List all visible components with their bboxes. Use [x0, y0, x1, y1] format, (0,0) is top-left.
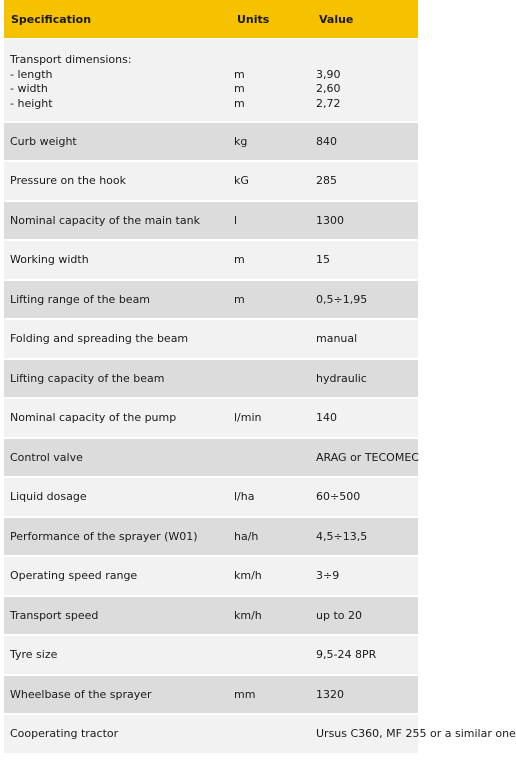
table-row: [4, 635, 418, 675]
value-cell: 1320: [312, 675, 418, 715]
value-cell: 4,5÷13,5: [312, 517, 418, 557]
transport-height-value: 2,72: [316, 96, 341, 110]
spec-cell: Operating speed range: [4, 556, 230, 596]
transport-length-label: - length: [10, 67, 53, 81]
unit-cell: mm: [230, 675, 312, 715]
unit-cell: l/min: [230, 398, 312, 438]
table-row: [4, 517, 418, 557]
table-row: [4, 319, 418, 359]
transport-spec-cell: [4, 39, 230, 122]
unit-cell: km/h: [230, 596, 312, 636]
unit-cell: m: [230, 280, 312, 320]
transport-width-value: 2,60: [316, 82, 341, 96]
value-cell: Ursus C360, MF 255 or a similar one: [312, 714, 418, 754]
spec-cell: Nominal capacity of the main tank: [4, 201, 230, 241]
table-header-row: [4, 0, 418, 39]
spec-cell: Transport speed: [4, 596, 230, 636]
value-cell: up to 20: [312, 596, 418, 636]
unit-cell: [230, 359, 312, 399]
spec-cell: Pressure on the hook: [4, 161, 230, 201]
value-cell: 9,5-24 8PR: [312, 635, 418, 675]
transport-length-unit: m: [234, 67, 245, 81]
spec-cell: Tyre size: [4, 635, 230, 675]
unit-cell: kg: [230, 122, 312, 162]
transport-length-value: 3,90: [316, 67, 341, 81]
value-cell: 140: [312, 398, 418, 438]
transport-height-unit: m: [234, 96, 245, 110]
spec-table-container: [4, 0, 516, 755]
spec-cell: Control valve: [4, 438, 230, 478]
table-row: [4, 280, 418, 320]
spec-cell: Performance of the sprayer (W01): [4, 517, 230, 557]
unit-cell: ha/h: [230, 517, 312, 557]
value-cell: 840: [312, 122, 418, 162]
spec-cell: Wheelbase of the sprayer: [4, 675, 230, 715]
value-cell: 285: [312, 161, 418, 201]
spec-cell: Lifting range of the beam: [4, 280, 230, 320]
unit-cell: [230, 319, 312, 359]
value-cell: 60÷500: [312, 477, 418, 517]
header-value: Value: [312, 0, 418, 39]
value-cell: 0,5÷1,95: [312, 280, 418, 320]
unit-cell: [230, 635, 312, 675]
table-row: [4, 596, 418, 636]
transport-unit-cell: [230, 39, 312, 122]
value-cell: 15: [312, 240, 418, 280]
spec-cell: Cooperating tractor: [4, 714, 230, 754]
table-row: [4, 359, 418, 399]
table-row: [4, 556, 418, 596]
table-row: [4, 398, 418, 438]
table-row: [4, 675, 418, 715]
table-row: [4, 161, 418, 201]
value-cell: ARAG or TECOMEC: [312, 438, 418, 478]
transport-width-unit: m: [234, 82, 245, 96]
unit-cell: l/ha: [230, 477, 312, 517]
header-specification: Specification: [4, 0, 230, 39]
table-row: [4, 438, 418, 478]
spec-cell: Working width: [4, 240, 230, 280]
spec-cell: Curb weight: [4, 122, 230, 162]
header-units: Units: [230, 0, 312, 39]
specification-table: [4, 0, 516, 755]
transport-value-cell: [312, 39, 418, 122]
unit-cell: l: [230, 201, 312, 241]
value-cell: 1300: [312, 201, 418, 241]
unit-cell: km/h: [230, 556, 312, 596]
table-row: [4, 477, 418, 517]
table-row: [4, 240, 418, 280]
spec-cell: Folding and spreading the beam: [4, 319, 230, 359]
table-row: [4, 714, 418, 754]
unit-cell: kG: [230, 161, 312, 201]
transport-width-label: - width: [10, 82, 48, 96]
table-row-transport-dimensions: [4, 39, 418, 122]
value-cell: 3÷9: [312, 556, 418, 596]
value-cell: hydraulic: [312, 359, 418, 399]
unit-cell: [230, 438, 312, 478]
transport-height-label: - height: [10, 96, 53, 110]
unit-cell: m: [230, 240, 312, 280]
unit-cell: [230, 714, 312, 754]
transport-label: Transport dimensions:: [10, 53, 132, 66]
table-row: [4, 201, 418, 241]
value-cell: manual: [312, 319, 418, 359]
spec-cell: Nominal capacity of the pump: [4, 398, 230, 438]
spec-cell: Liquid dosage: [4, 477, 230, 517]
spec-cell: Lifting capacity of the beam: [4, 359, 230, 399]
table-row: [4, 122, 418, 162]
